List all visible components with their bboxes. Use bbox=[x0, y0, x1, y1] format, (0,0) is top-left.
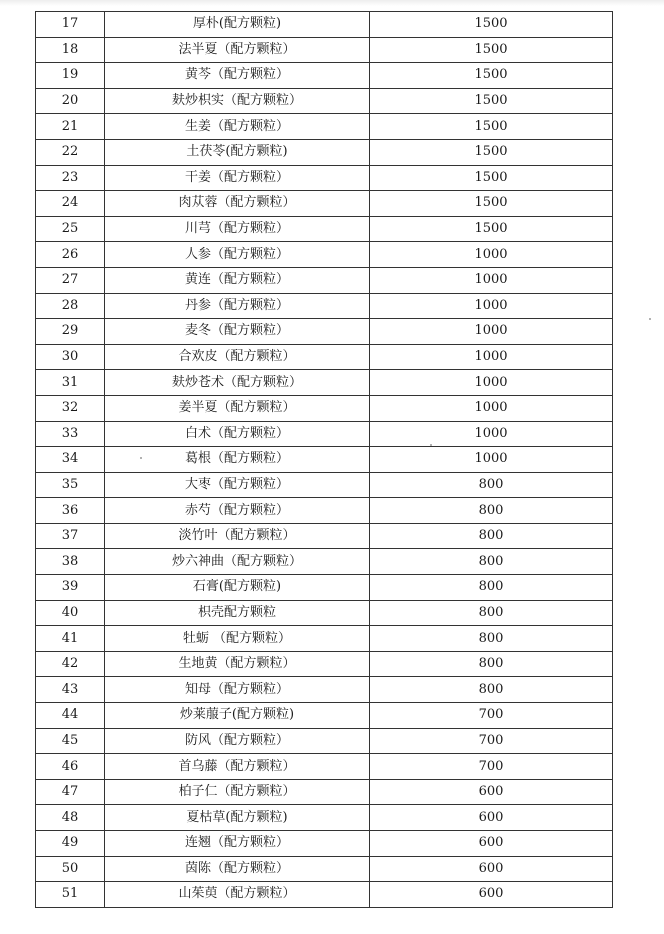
herb-name-cell: 石膏(配方颗粒) bbox=[105, 575, 370, 601]
row-number-cell: 48 bbox=[36, 805, 105, 831]
quantity-cell: 600 bbox=[370, 805, 613, 831]
herb-name-cell: 川芎（配方颗粒） bbox=[105, 216, 370, 242]
quantity-cell: 800 bbox=[370, 549, 613, 575]
table-row bbox=[36, 395, 613, 421]
herb-name-cell: 夏枯草(配方颗粒) bbox=[105, 805, 370, 831]
scan-speck bbox=[430, 444, 432, 446]
row-number-cell: 38 bbox=[36, 549, 105, 575]
herb-name-cell: 葛根（配方颗粒） bbox=[105, 447, 370, 473]
row-number-cell: 41 bbox=[36, 626, 105, 652]
quantity-cell: 800 bbox=[370, 626, 613, 652]
herb-name-cell: 炒六神曲（配方颗粒） bbox=[105, 549, 370, 575]
herb-name-cell: 枳壳配方颗粒 bbox=[105, 600, 370, 626]
table-row bbox=[36, 677, 613, 703]
herb-name-cell: 麦冬（配方颗粒） bbox=[105, 319, 370, 345]
table-row bbox=[36, 549, 613, 575]
herb-name-cell: 连翘（配方颗粒） bbox=[105, 831, 370, 857]
table-row bbox=[36, 37, 613, 63]
table-row bbox=[36, 88, 613, 114]
row-number-cell: 51 bbox=[36, 882, 105, 908]
quantity-cell: 1500 bbox=[370, 216, 613, 242]
quantity-cell: 800 bbox=[370, 677, 613, 703]
row-number-cell: 22 bbox=[36, 139, 105, 165]
quantity-cell: 1500 bbox=[370, 191, 613, 217]
herb-name-cell: 生姜（配方颗粒） bbox=[105, 114, 370, 140]
table-row bbox=[36, 447, 613, 473]
row-number-cell: 39 bbox=[36, 575, 105, 601]
row-number-cell: 28 bbox=[36, 293, 105, 319]
table-row bbox=[36, 779, 613, 805]
quantity-cell: 800 bbox=[370, 472, 613, 498]
table-row bbox=[36, 293, 613, 319]
table-row bbox=[36, 805, 613, 831]
herb-name-cell: 炒莱菔子(配方颗粒) bbox=[105, 703, 370, 729]
herb-name-cell: 生地黄（配方颗粒） bbox=[105, 651, 370, 677]
table-row bbox=[36, 626, 613, 652]
quantity-cell: 700 bbox=[370, 754, 613, 780]
table-row bbox=[36, 12, 613, 38]
quantity-cell: 600 bbox=[370, 856, 613, 882]
quantity-cell: 700 bbox=[370, 728, 613, 754]
table-row bbox=[36, 703, 613, 729]
table-row bbox=[36, 191, 613, 217]
quantity-cell: 1500 bbox=[370, 165, 613, 191]
herb-name-cell: 防风（配方颗粒） bbox=[105, 728, 370, 754]
herb-name-cell: 黄芩（配方颗粒） bbox=[105, 63, 370, 89]
row-number-cell: 26 bbox=[36, 242, 105, 268]
herb-name-cell: 合欢皮（配方颗粒） bbox=[105, 344, 370, 370]
table-row bbox=[36, 165, 613, 191]
row-number-cell: 27 bbox=[36, 267, 105, 293]
herb-name-cell: 人参（配方颗粒） bbox=[105, 242, 370, 268]
row-number-cell: 36 bbox=[36, 498, 105, 524]
herb-name-cell: 肉苁蓉（配方颗粒） bbox=[105, 191, 370, 217]
quantity-cell: 1500 bbox=[370, 88, 613, 114]
table-row bbox=[36, 651, 613, 677]
table-row bbox=[36, 267, 613, 293]
scan-speck bbox=[140, 457, 142, 459]
row-number-cell: 40 bbox=[36, 600, 105, 626]
scan-speck bbox=[649, 318, 651, 320]
row-number-cell: 35 bbox=[36, 472, 105, 498]
quantity-cell: 1000 bbox=[370, 370, 613, 396]
table-row bbox=[36, 114, 613, 140]
herb-name-cell: 干姜（配方颗粒） bbox=[105, 165, 370, 191]
quantity-cell: 1000 bbox=[370, 344, 613, 370]
quantity-cell: 700 bbox=[370, 703, 613, 729]
row-number-cell: 33 bbox=[36, 421, 105, 447]
scan-edge bbox=[0, 0, 664, 6]
quantity-cell: 1000 bbox=[370, 319, 613, 345]
row-number-cell: 23 bbox=[36, 165, 105, 191]
quantity-cell: 1000 bbox=[370, 293, 613, 319]
quantity-cell: 800 bbox=[370, 498, 613, 524]
row-number-cell: 21 bbox=[36, 114, 105, 140]
table-row bbox=[36, 63, 613, 89]
herb-name-cell: 赤芍（配方颗粒） bbox=[105, 498, 370, 524]
herb-name-cell: 法半夏（配方颗粒） bbox=[105, 37, 370, 63]
table-row bbox=[36, 882, 613, 908]
quantity-cell: 800 bbox=[370, 600, 613, 626]
herb-name-cell: 牡蛎 （配方颗粒） bbox=[105, 626, 370, 652]
row-number-cell: 43 bbox=[36, 677, 105, 703]
row-number-cell: 30 bbox=[36, 344, 105, 370]
row-number-cell: 45 bbox=[36, 728, 105, 754]
herb-name-cell: 姜半夏（配方颗粒） bbox=[105, 395, 370, 421]
quantity-cell: 600 bbox=[370, 779, 613, 805]
herb-name-cell: 首乌藤（配方颗粒） bbox=[105, 754, 370, 780]
row-number-cell: 47 bbox=[36, 779, 105, 805]
table-row bbox=[36, 575, 613, 601]
row-number-cell: 37 bbox=[36, 523, 105, 549]
quantity-cell: 1500 bbox=[370, 37, 613, 63]
herb-name-cell: 茵陈（配方颗粒） bbox=[105, 856, 370, 882]
quantity-cell: 1500 bbox=[370, 139, 613, 165]
quantity-cell: 1000 bbox=[370, 421, 613, 447]
table-row bbox=[36, 139, 613, 165]
quantity-cell: 1500 bbox=[370, 114, 613, 140]
table-row bbox=[36, 421, 613, 447]
herb-name-cell: 大枣（配方颗粒） bbox=[105, 472, 370, 498]
row-number-cell: 17 bbox=[36, 12, 105, 38]
table-row bbox=[36, 856, 613, 882]
quantity-cell: 1000 bbox=[370, 395, 613, 421]
quantity-cell: 600 bbox=[370, 831, 613, 857]
herb-quantity-table bbox=[35, 11, 613, 908]
row-number-cell: 31 bbox=[36, 370, 105, 396]
herb-name-cell: 知母（配方颗粒） bbox=[105, 677, 370, 703]
herb-name-cell: 山茱萸（配方颗粒） bbox=[105, 882, 370, 908]
table-row bbox=[36, 242, 613, 268]
row-number-cell: 25 bbox=[36, 216, 105, 242]
row-number-cell: 32 bbox=[36, 395, 105, 421]
herb-name-cell: 厚朴(配方颗粒) bbox=[105, 12, 370, 38]
row-number-cell: 24 bbox=[36, 191, 105, 217]
table-row bbox=[36, 216, 613, 242]
row-number-cell: 50 bbox=[36, 856, 105, 882]
herb-name-cell: 麸炒苍术（配方颗粒） bbox=[105, 370, 370, 396]
quantity-cell: 1000 bbox=[370, 267, 613, 293]
table-row bbox=[36, 600, 613, 626]
herb-name-cell: 丹参（配方颗粒） bbox=[105, 293, 370, 319]
table-row bbox=[36, 344, 613, 370]
row-number-cell: 20 bbox=[36, 88, 105, 114]
table-row bbox=[36, 472, 613, 498]
quantity-cell: 600 bbox=[370, 882, 613, 908]
quantity-cell: 800 bbox=[370, 575, 613, 601]
table-row bbox=[36, 319, 613, 345]
table-row bbox=[36, 831, 613, 857]
row-number-cell: 42 bbox=[36, 651, 105, 677]
herb-name-cell: 柏子仁（配方颗粒） bbox=[105, 779, 370, 805]
quantity-cell: 1500 bbox=[370, 63, 613, 89]
quantity-cell: 800 bbox=[370, 523, 613, 549]
quantity-cell: 1000 bbox=[370, 447, 613, 473]
quantity-cell: 800 bbox=[370, 651, 613, 677]
row-number-cell: 34 bbox=[36, 447, 105, 473]
row-number-cell: 19 bbox=[36, 63, 105, 89]
herb-name-cell: 土茯苓(配方颗粒) bbox=[105, 139, 370, 165]
table-row bbox=[36, 728, 613, 754]
table-row bbox=[36, 498, 613, 524]
table-row bbox=[36, 523, 613, 549]
row-number-cell: 46 bbox=[36, 754, 105, 780]
row-number-cell: 18 bbox=[36, 37, 105, 63]
quantity-cell: 1000 bbox=[370, 242, 613, 268]
row-number-cell: 29 bbox=[36, 319, 105, 345]
herb-name-cell: 麸炒枳实（配方颗粒） bbox=[105, 88, 370, 114]
herb-name-cell: 白术（配方颗粒） bbox=[105, 421, 370, 447]
herb-name-cell: 黄连（配方颗粒） bbox=[105, 267, 370, 293]
table-row bbox=[36, 754, 613, 780]
quantity-cell: 1500 bbox=[370, 12, 613, 38]
row-number-cell: 49 bbox=[36, 831, 105, 857]
table-body bbox=[36, 12, 613, 908]
herb-name-cell: 淡竹叶（配方颗粒） bbox=[105, 523, 370, 549]
row-number-cell: 44 bbox=[36, 703, 105, 729]
table-row bbox=[36, 370, 613, 396]
